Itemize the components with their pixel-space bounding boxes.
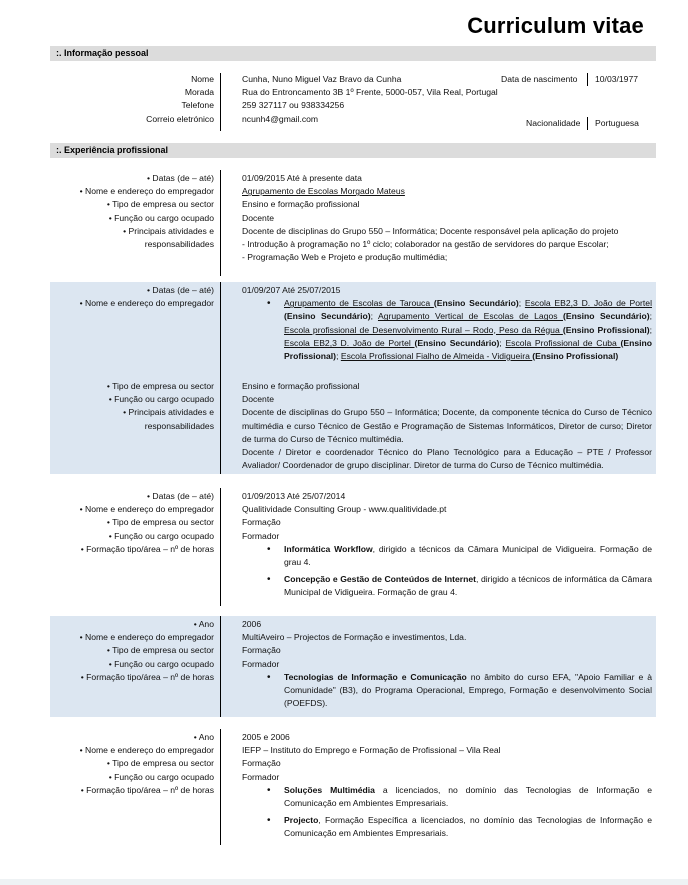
exp2-labels-bottom [50, 380, 214, 433]
exp3-training-item-2 [284, 573, 652, 599]
exp3-training-item-1 [284, 543, 652, 569]
exp4-labels [50, 618, 214, 684]
exp2-dates: 01/09/207 Até 25/07/2015 [242, 285, 341, 295]
exp5-values [242, 731, 652, 841]
exp4-values [242, 618, 652, 710]
exp2-employer-name-7: Escola Profissional Fialho de Almeida - Vidigueira [340, 351, 533, 361]
section-header-personal: :. Informação pessoal [50, 46, 656, 61]
value-address: Rua do Entroncamento 3B 1º Frente, 5000-057, Vila Real, Portugal [242, 87, 498, 98]
exp1-activities-line-3: - Programação Web e Projeto e produção multimédia; [242, 252, 448, 263]
personal-info-block [50, 73, 656, 131]
exp2-label-dates: • Datas (de – até) [146, 285, 214, 295]
exp5-training-item-2 [284, 814, 652, 840]
exp2-employer-type-7: (Ensino Profissional) [532, 351, 619, 361]
exp5-label-year: • Ano [193, 732, 214, 742]
exp2-activities-2: Docente / Diretor e coordenador Técnico do Plano Tecnológico para a Educação – PTE / Professor Avaliador/ Coordenador de grupo disciplinar. Diretor de turma do Curso de Técnico multimédia. [242, 446, 652, 471]
exp4-training-1-desc: no âmbito do curso EFA, "Apoio Familiar e à Comunidade" (B3), do Programa Operacional, Emprego, Formação e desenvolvimento Social (POEFDS). [284, 671, 652, 709]
exp3-employer: Qualitividade Consulting Group - www.qualitividade.pt [242, 504, 447, 515]
exp3-type: Formação [242, 517, 281, 528]
exp3-label-employer: • Nome e endereço do empregador [79, 504, 214, 515]
exp5-label-employer: • Nome e endereço do empregador [79, 745, 214, 756]
exp5-training-1-title: Soluções Multimédia [284, 784, 375, 795]
exp3-role: Formador [242, 530, 280, 541]
exp5-training-list [242, 784, 652, 841]
value-name: Cunha, Nuno Miguel Vaz Bravo da Cunha [242, 74, 402, 84]
exp1-employer: Agrupamento de Escolas Morgado Mateus [242, 186, 405, 197]
page-title: Curriculum vitae [467, 13, 644, 38]
experience-entry-3 [50, 488, 656, 606]
exp2-employer-name-2: Escola EB2,3 D. João de Portel [524, 298, 652, 309]
exp1-role: Docente [242, 212, 275, 223]
exp4-label-training: • Formação tipo/área – nº de horas [80, 671, 214, 682]
exp1-label-dates: • Datas (de – até) [146, 173, 214, 183]
exp3-dates: 01/09/2013 Até 25/07/2014 [242, 491, 346, 501]
exp1-label-employer: • Nome e endereço do empregador [79, 186, 214, 197]
exp2-employer-type-6: (Ensino Profissional) [284, 337, 652, 361]
birth-date-value: 10/03/1977 [595, 74, 639, 84]
column-divider [220, 488, 221, 606]
exp5-training-item-1 [284, 784, 652, 810]
exp1-label-type: • Tipo de empresa ou sector [106, 199, 214, 210]
exp3-label-dates: • Datas (de – até) [146, 491, 214, 501]
section-header-experience: :. Experiência profissional [50, 143, 656, 158]
exp5-type: Formação [242, 758, 281, 769]
personal-values [242, 73, 512, 126]
exp5-label-role: • Função ou cargo ocupado [108, 771, 214, 782]
exp2-employer-type-5: (Ensino Secundário) [414, 337, 500, 348]
exp2-employer-type-1: (Ensino Secundário) [433, 298, 519, 309]
exp3-label-role: • Função ou cargo ocupado [108, 530, 214, 541]
personal-labels [50, 73, 214, 126]
label-email: Correio eletrónico [146, 113, 214, 124]
experience-entry-1 [50, 170, 656, 276]
exp4-label-type: • Tipo de empresa ou sector [106, 645, 214, 656]
nationality-label: Nacionalidade [526, 118, 581, 128]
exp1-label-activities: • Principais atividades e [123, 225, 214, 236]
exp3-label-type: • Tipo de empresa ou sector [106, 517, 214, 528]
nationality-divider [587, 117, 588, 130]
exp4-label-role: • Função ou cargo ocupado [108, 658, 214, 669]
exp3-training-1-desc: , dirigido a técnicos da Câmara Municipal de Vidigueira. Formação de grau 4. [284, 543, 652, 567]
exp1-dates: 01/09/2015 Até à presente data [242, 173, 362, 183]
exp4-label-year: • Ano [193, 619, 214, 629]
exp2-employer-name-5: Escola EB2,3 D. João de Portel [284, 337, 415, 348]
exp2-employer-name-3: Agrupamento Vertical de Escolas de Lagos [377, 311, 563, 322]
exp4-training-item-1 [284, 671, 652, 711]
exp2-type: Ensino e formação profissional [242, 381, 360, 391]
exp5-label-training: • Formação tipo/área – nº de horas [80, 784, 214, 795]
exp2-employer-type-2: (Ensino Secundário) [284, 311, 371, 322]
exp1-label-responsibilities: responsabilidades [144, 239, 214, 250]
exp2-labels-top [50, 284, 214, 310]
exp1-activities-line-2: - Introdução à programação no 1º ciclo; colaborador na gestão de servidores do parque Escolar; [242, 238, 609, 249]
exp2-label-responsibilities: responsabilidades [144, 420, 214, 431]
exp4-training-1-title: Tecnologias de Informação e Comunicação [284, 671, 467, 682]
exp2-employer-name-1: Agrupamento de Escolas de Tarouca [284, 298, 434, 309]
exp5-training-2-desc: , Formação Específica a licenciados, no domínio das Tecnologias de Informação e Comunicação em Ambientes Empresariais. [284, 815, 652, 839]
birth-date-divider [587, 73, 588, 86]
value-phone: 259 327117 ou 938334256 [242, 100, 345, 111]
experience-entry-5 [50, 729, 656, 845]
exp2-label-type: • Tipo de empresa ou sector [106, 381, 214, 391]
exp3-training-list [242, 543, 652, 600]
exp3-training-2-desc: , dirigido a técnicos de informática da Câmara Municipal de Vidigueira. Formação de grau 4. [284, 574, 653, 598]
column-divider [220, 170, 221, 276]
exp3-training-1-title: Informática Workflow [284, 543, 373, 554]
exp2-employer-type-3: (Ensino Secundário) [563, 311, 650, 322]
label-address: Morada [184, 87, 214, 98]
exp2-employer-item: • Agrupamento de Escolas de Tarouca (Ensino Secundário); Escola EB2,3 D. João de Portel (Ensino Secundário); Agrupamento Vertical de Escolas de Lagos (Ensino Secundário); Escola profissional de Desenvolvimento Rural – Rodo, Peso da Régua (Ensino Profissional); Escola EB2,3 D. João de Portel (Ensino Secundário); Escola Profissional de Cuba (Ensino Profissional); Escola Profissional Fialho de Almeida - Vidigueira (Ensino Profissional) [284, 297, 652, 363]
exp4-training-list [242, 671, 652, 711]
exp4-label-employer: • Nome e endereço do empregador [79, 632, 214, 643]
exp4-year: 2006 [242, 619, 262, 629]
exp5-training-1-desc: a licenciados, no domínio das Tecnologias de Informação e Comunicação em Ambientes Empresariais. [284, 784, 653, 808]
label-phone: Telefone [181, 100, 214, 111]
column-divider [220, 282, 221, 474]
exp2-label-activities: • Principais atividades e [123, 407, 214, 418]
exp5-training-2-title: Projecto [284, 815, 319, 826]
column-divider [220, 616, 221, 717]
experience-entry-4 [50, 616, 656, 717]
column-divider [220, 729, 221, 845]
exp2-employer-type-4: (Ensino Profissional) [562, 324, 650, 335]
exp5-role: Formador [242, 771, 280, 782]
exp3-training-2-title: Concepção e Gestão de Conteúdos de Internet [284, 574, 477, 585]
exp3-values [242, 490, 652, 600]
exp5-label-type: • Tipo de empresa ou sector [106, 758, 214, 769]
exp2-role: Docente [242, 394, 275, 405]
exp2-employer-name-4: Escola profissional de Desenvolvimento Rural – Rodo, Peso da Régua [284, 324, 563, 335]
exp2-activities: Docente de disciplinas do Grupo 550 – Informática; Docente, da componente técnica do Curso de Técnico multimédia e curso Técnico de Gestão e Programação de Sistemas Informáticos, Diretor de curso; Diretor de turma do Curso de Técnico multimédia. [242, 407, 652, 444]
exp1-label-role: • Função ou cargo ocupado [108, 212, 214, 223]
nationality-value: Portuguesa [595, 118, 639, 128]
column-divider [220, 73, 221, 131]
exp4-type: Formação [242, 645, 281, 656]
exp5-year: 2005 e 2006 [242, 732, 290, 742]
birth-date-label: Data de nascimento [501, 74, 578, 84]
page-footer-strip [0, 879, 688, 885]
experience-entry-2 [50, 282, 656, 474]
exp3-labels [50, 490, 214, 556]
exp1-labels [50, 172, 214, 251]
exp5-employer: IEFP – Instituto do Emprego e Formação de Profissional – Vila Real [242, 745, 501, 756]
exp4-role: Formador [242, 658, 280, 669]
exp2-values-top [242, 284, 652, 363]
exp2-label-role: • Função ou cargo ocupado [108, 394, 214, 405]
exp5-labels [50, 731, 214, 797]
exp2-label-employer: • Nome e endereço do empregador [79, 298, 214, 309]
exp2-employer-list [242, 297, 652, 363]
exp1-type: Ensino e formação profissional [242, 199, 360, 210]
exp2-values-bottom [242, 380, 652, 472]
value-email: ncunh4@gmail.com [242, 113, 319, 124]
label-name: Nome [191, 74, 214, 84]
exp3-label-training: • Formação tipo/área – nº de horas [80, 543, 214, 554]
exp1-activities-line-1: Docente de disciplinas do Grupo 550 – Informática; Docente responsável pela aplicação do projeto [242, 225, 619, 236]
exp4-employer: MultiAveiro – Projectos de Formação e investimentos, Lda. [242, 632, 467, 643]
exp1-values [242, 172, 652, 264]
exp2-employer-name-6: Escola Profissional de Cuba [505, 337, 621, 348]
